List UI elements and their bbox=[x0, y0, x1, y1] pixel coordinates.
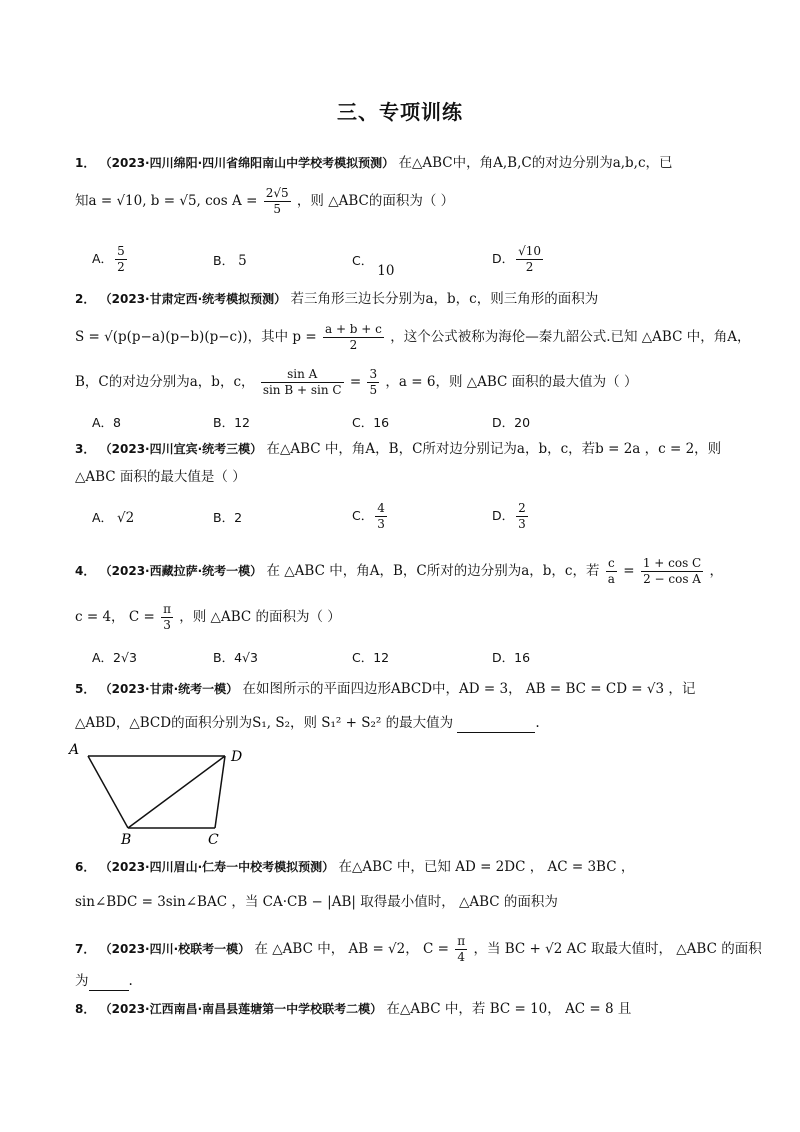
q7-text-1a: 在 △ABC 中， AB = √2， C = bbox=[254, 941, 449, 957]
q5-answer-blank[interactable] bbox=[457, 714, 535, 733]
q3-option-b[interactable]: B．2 bbox=[213, 510, 243, 525]
q7-period: . bbox=[128, 973, 133, 989]
q6-number: 6． bbox=[75, 860, 96, 874]
q4-number: 4． bbox=[75, 564, 96, 578]
q2-line-3 bbox=[75, 367, 725, 398]
q4-option-a[interactable]: A．2√3 bbox=[92, 650, 137, 665]
q3-option-c[interactable]: C． $\frac{4}{3}$ bbox=[352, 501, 385, 531]
q3-number: 3． bbox=[75, 442, 96, 456]
q2-equals: = bbox=[349, 374, 362, 390]
q6-source: （2023·四川眉山·仁寿一中校考模拟预测） bbox=[99, 860, 335, 874]
q2-fraction-ratio: $\frac{3}{5}$ bbox=[369, 367, 378, 397]
quadrilateral-figure bbox=[65, 740, 265, 850]
q2-number: 2． bbox=[75, 292, 96, 306]
q1-option-a[interactable]: A． $\frac{5}{2}$ bbox=[92, 244, 125, 274]
diagonal-bd bbox=[128, 756, 225, 828]
q2-fraction-sin: $\frac{\text{sin A}}{\text{sin B + sin C}}$ bbox=[262, 367, 342, 397]
q2-line-2 bbox=[75, 322, 751, 353]
q7-answer-blank[interactable] bbox=[89, 972, 129, 991]
q5-source: （2023·甘肃·统考一模） bbox=[99, 682, 239, 696]
q5-number: 5． bbox=[75, 682, 96, 696]
q8-line-1 bbox=[75, 1000, 725, 1018]
q3-text-1: 在△ABC 中，角A，B，C所对边分别记为a，b，c，若b = 2a ，c = 2，则 bbox=[266, 441, 722, 457]
q6-text-2: sin∠BDC = 3sin∠BAC ，当 CA·CB − |AB| 取得最小值时， △ABC 的面积为 bbox=[75, 894, 558, 910]
q1-option-d[interactable]: D． $\frac{√10}{2}$ bbox=[492, 244, 542, 274]
q4-option-b[interactable]: B．4√3 bbox=[213, 650, 258, 665]
vertex-label-c: C bbox=[208, 832, 219, 848]
q7-source: （2023·四川·校联考一模） bbox=[99, 942, 251, 956]
q6-line-2 bbox=[75, 893, 725, 911]
q2-text-2b: ，这个公式被称为海伦—秦九韶公式.已知 △ABC 中，角A， bbox=[390, 329, 751, 345]
q3-option-d[interactable]: D． $\frac{2}{3}$ bbox=[492, 501, 526, 531]
q8-text-1: 在△ABC 中，若 BC = 10， AC = 8 且 bbox=[386, 1001, 632, 1017]
q1-fraction: $\frac{2√5}{5}$ bbox=[265, 186, 289, 216]
q4-option-c[interactable]: C．12 bbox=[352, 650, 390, 665]
q7-text-1b: ，当 BC + √2 AC 取最大值时， △ABC 的面积 bbox=[473, 941, 762, 957]
q3-text-2: △ABC 面积的最大值是（ ） bbox=[75, 469, 246, 485]
q4-text-2b: ，则 △ABC 的面积为（ ） bbox=[179, 609, 341, 625]
q4-source: （2023·西藏拉萨·统考一模） bbox=[99, 564, 263, 578]
section-title: 三、专项训练 bbox=[337, 100, 463, 124]
q4-line-2 bbox=[75, 602, 725, 633]
q4-text-1a: 在 △ABC 中，角A，B，C所对的边分别为a，b，c，若 bbox=[266, 563, 600, 579]
q2-text-1: 若三角形三边长分别为a，b，c，则三角形的面积为 bbox=[290, 291, 599, 307]
q4-option-d[interactable]: D．16 bbox=[492, 650, 531, 665]
q7-line-1 bbox=[75, 934, 762, 965]
q4-fraction-pi: $\frac{\pi}{3}$ bbox=[163, 602, 171, 632]
q3-option-a[interactable]: A． √2 bbox=[92, 510, 135, 526]
q2-fraction-p: $\frac{a + b + c}{2}$ bbox=[324, 322, 382, 352]
q7-line-2 bbox=[75, 972, 725, 991]
edge-ab bbox=[88, 756, 128, 828]
q1-option-b[interactable]: B． 5 bbox=[213, 253, 247, 269]
q5-text-1: 在如图所示的平面四边形ABCD中，AD = 3， AB = BC = CD = √3 ，记 bbox=[242, 681, 696, 697]
q4-equals: = bbox=[623, 563, 635, 579]
q5-line-2 bbox=[75, 714, 725, 733]
edge-cd bbox=[215, 756, 225, 828]
q1-text-1: 在△ABC中，角A,B,C的对边分别为a,b,c，已 bbox=[398, 155, 673, 171]
q2-text-3a: B，C的对边分别为a，b，c， bbox=[75, 374, 255, 390]
q4-comma: ， bbox=[709, 563, 724, 579]
q2-line-1 bbox=[75, 290, 725, 308]
q1-text-2b: ，则 △ABC的面积为（ ） bbox=[296, 193, 455, 209]
q4-fraction-cos: $\frac{\text{1 + cos C}}{\text{2 − cos A}}$ bbox=[642, 556, 702, 586]
q4-fraction-ca: $\frac{c}{a}$ bbox=[607, 556, 615, 586]
vertex-label-b: B bbox=[121, 832, 132, 848]
q5-line-1 bbox=[75, 680, 725, 698]
q2-source: （2023·甘肃定西·统考模拟预测） bbox=[99, 292, 287, 306]
q7-fraction-pi: $\frac{\pi}{4}$ bbox=[457, 934, 466, 964]
vertex-label-a: A bbox=[69, 742, 80, 758]
q3-line-2 bbox=[75, 468, 725, 486]
q7-number: 7． bbox=[75, 942, 96, 956]
q3-line-1 bbox=[75, 440, 725, 458]
q7-text-2: 为 bbox=[75, 973, 89, 989]
q5-text-2: △ABD，△BCD的面积分别为S₁, S₂，则 S₁² + S₂² 的最大值为 bbox=[75, 715, 454, 731]
q8-number: 8． bbox=[75, 1002, 96, 1016]
vertex-label-d: D bbox=[231, 749, 243, 765]
q3-source: （2023·四川宜宾·统考三模） bbox=[99, 442, 263, 456]
q2-option-b[interactable]: B．12 bbox=[213, 415, 250, 430]
q2-option-d[interactable]: D．20 bbox=[492, 415, 531, 430]
q1-line-2 bbox=[75, 186, 725, 217]
q2-option-a[interactable]: A．8 bbox=[92, 415, 122, 430]
q1-line-1 bbox=[75, 154, 725, 172]
q1-option-c[interactable]: C．10 bbox=[352, 253, 395, 279]
q4-text-2a: c = 4， C = bbox=[75, 609, 155, 625]
q1-source: （2023·四川绵阳·四川省绵阳南山中学校考模拟预测） bbox=[99, 156, 395, 170]
q6-text-1: 在△ABC 中，已知 AD = 2DC ， AC = 3BC ， bbox=[338, 859, 635, 875]
q2-text-3b: ，a = 6，则 △ABC 面积的最大值为（ ） bbox=[385, 374, 638, 390]
q4-line-1 bbox=[75, 556, 725, 587]
q8-source: （2023·江西南昌·南昌县莲塘第一中学校联考二模） bbox=[99, 1002, 383, 1016]
q5-period: . bbox=[535, 715, 540, 731]
q2-option-c[interactable]: C．16 bbox=[352, 415, 390, 430]
q2-text-2a: S = √(p(p−a)(p−b)(p−c))，其中 p = bbox=[75, 329, 317, 345]
q6-line-1 bbox=[75, 858, 725, 876]
q1-number: 1． bbox=[75, 156, 96, 170]
q1-text-2a: 知a = √10, b = √5, cos A = bbox=[75, 193, 258, 209]
